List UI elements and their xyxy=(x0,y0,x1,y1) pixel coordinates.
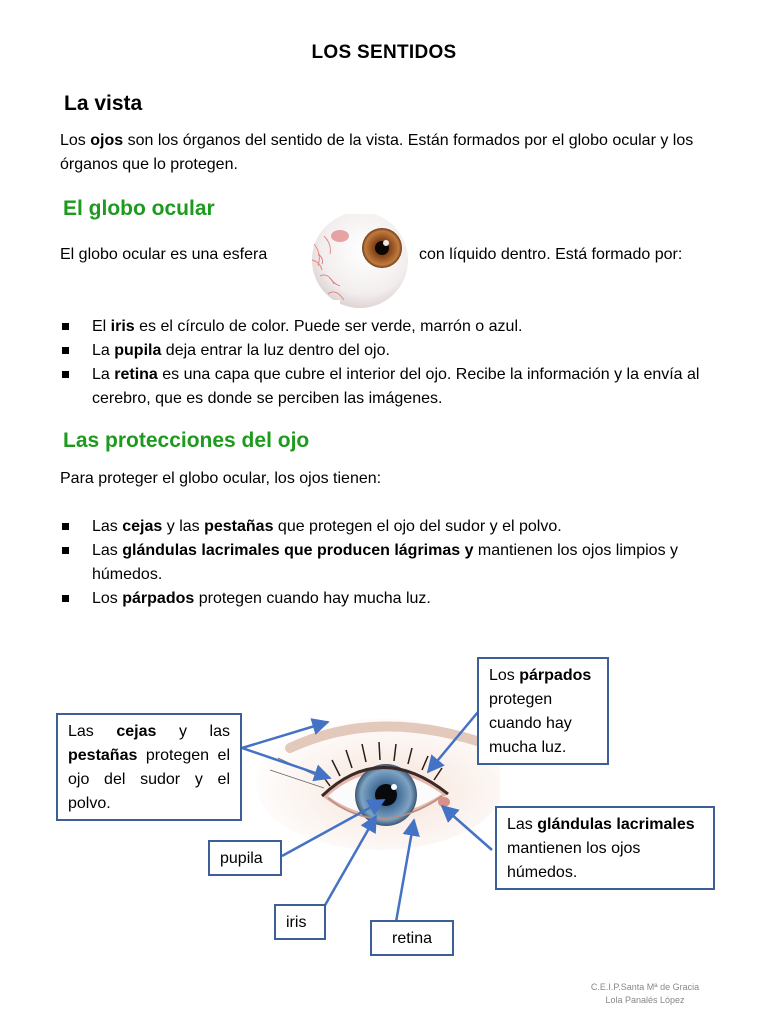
arrow-glandulas xyxy=(442,806,492,850)
text-run: que protegen el ojo del sudor y el polvo. xyxy=(273,518,562,535)
bold-term: ojos xyxy=(90,132,124,149)
bold-term: cejas xyxy=(116,723,157,740)
text-run: deja entrar la luz dentro del ojo. xyxy=(161,342,390,359)
callout-glandulas xyxy=(495,806,715,890)
text-run: El xyxy=(92,318,111,335)
arrow-cejas xyxy=(242,722,328,748)
callout-parpados xyxy=(477,657,609,765)
footer-school: C.E.I.P.Santa Mª de Gracia xyxy=(590,982,700,992)
callout-cejas xyxy=(56,713,242,821)
footer-author: Lola Panalés López xyxy=(605,995,685,1005)
text-run: Las xyxy=(507,816,538,833)
text-run: son los órganos del sentido de la vista. Están formados por el globo ocular y los órganos que lo protegen. xyxy=(60,132,694,173)
bold-term: párpados xyxy=(519,667,592,684)
text-run: mantienen los ojos húmedos. xyxy=(507,840,641,881)
text-run: Las xyxy=(68,723,117,740)
bold-term: cejas xyxy=(122,518,163,535)
bold-term: retina xyxy=(114,366,158,383)
text-run: protegen cuando hay mucha luz. xyxy=(489,691,572,756)
arrow-retina xyxy=(396,820,414,922)
text-run: es una capa que cubre el interior del ojo. Recibe la información y la envía al cerebro, que es donde se perciben las imágenes. xyxy=(92,366,700,407)
text-run: y las xyxy=(156,723,231,740)
bold-term: pupila xyxy=(114,342,162,359)
arrow-pestanas xyxy=(242,748,330,778)
text-run: La xyxy=(92,342,115,359)
text-run: La xyxy=(92,366,115,383)
footer xyxy=(560,981,730,1007)
text-run: Las xyxy=(92,518,123,535)
text-run: Los xyxy=(92,590,123,607)
callout-iris: iris xyxy=(274,904,326,940)
bold-term: glándulas lacrimales que producen lágrimas y xyxy=(122,542,474,559)
protecciones-intro: Para proteger el globo ocular, los ojos tienen: xyxy=(60,470,382,487)
callout-retina: retina xyxy=(370,920,454,956)
bold-term: iris xyxy=(110,318,135,335)
text-run: mantienen los ojos limpios y húmedos. xyxy=(92,542,679,583)
text-run: protegen el ojo del sudor y el polvo. xyxy=(68,747,230,812)
bold-term: pestañas xyxy=(68,747,138,764)
section-heading-globo-ocular: El globo ocular xyxy=(63,197,215,220)
callout-pupila: pupila xyxy=(208,840,282,876)
text-run: Los xyxy=(489,667,520,684)
bold-term: párpados xyxy=(122,590,195,607)
text-run: y las xyxy=(162,518,205,535)
text-run: es el círculo de color. Puede ser verde, marrón o azul. xyxy=(134,318,523,335)
text-run: Los xyxy=(60,132,91,149)
bold-term: pestañas xyxy=(204,518,274,535)
text-run: Las xyxy=(92,542,123,559)
globo-line-after: con líquido dentro. Está formado por: xyxy=(419,246,683,263)
globo-line-before: El globo ocular es una esfera xyxy=(60,246,268,263)
section-heading-la-vista: La vista xyxy=(64,92,143,115)
arrow-parpados xyxy=(428,712,478,772)
page-title: LOS SENTIDOS xyxy=(311,42,457,63)
text-run: protegen cuando hay mucha luz. xyxy=(194,590,431,607)
section-heading-protecciones: Las protecciones del ojo xyxy=(63,429,310,452)
bold-term: glándulas lacrimales xyxy=(537,816,695,833)
